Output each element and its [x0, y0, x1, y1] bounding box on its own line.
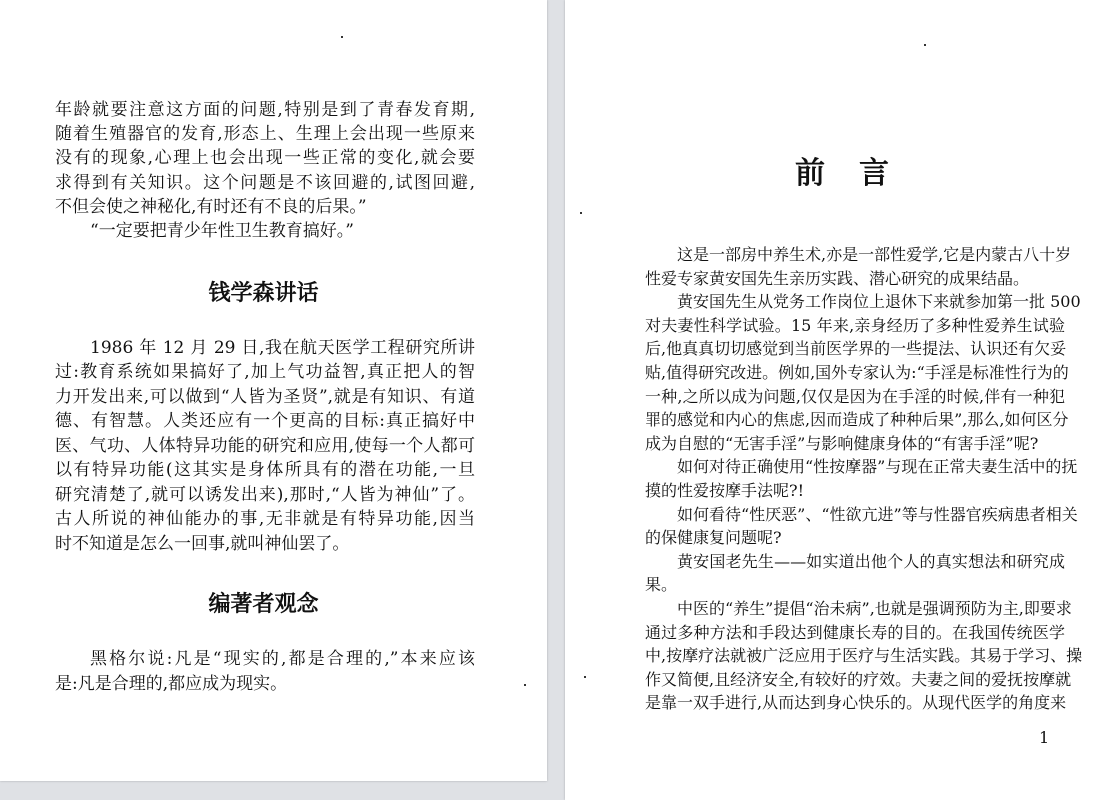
quote-line: “一定要把青少年性卫生教育搞好。” — [90, 221, 354, 241]
text-line: 中医的“养生”提倡“治未病”,也就是强调预防为主,即要求 — [677, 599, 1072, 618]
text-line: 对夫妻性科学试验。15 年来,亲身经历了多种性爱养生试验 — [645, 315, 1065, 335]
text-line: 通过多种方法和手段达到健康长寿的目的。在我国传统医学 — [645, 622, 1065, 642]
text-line: 是:凡是合理的,都应成为现实。 — [55, 674, 288, 694]
text-line: 果。 — [645, 575, 678, 595]
text-line: 一种,之所以成为问题,仅仅是因为在手淫的时候,伴有一种犯 — [645, 386, 1065, 406]
left-page — [0, 0, 547, 781]
text-line: 随着生殖器官的发育,形态上、生理上会出现一些原来 — [55, 124, 475, 144]
text-line: 摸的性爱按摩手法呢?! — [645, 481, 805, 500]
text-line: 过:教育系统如果搞好了,加上气功益智,真正把人的智 — [55, 362, 475, 382]
text-line: 这是一部房中养生术,亦是一部性爱学,它是内蒙古八十岁 — [677, 245, 1072, 264]
scan-speck — [924, 44, 926, 46]
text-line: 时不知道是怎么一回事,就叫神仙罢了。 — [55, 534, 350, 554]
scan-speck — [584, 676, 586, 678]
text-line: 是靠一双手进行,从而达到身心快乐的。从现代医学的角度来 — [645, 693, 1067, 713]
text-line: 贴,值得研究改进。例如,国外专家认为:“手淫是标准性行为的 — [645, 363, 1069, 382]
text-line: 1986 年 12 月 29 日,我在航天医学工程研究所讲 — [90, 338, 475, 358]
section-heading: 编著者观念 — [208, 592, 319, 617]
right-page — [565, 0, 1106, 800]
text-line: 黄安国先生从党务工作岗位上退休下来就参加第一批 500 — [677, 292, 1081, 312]
text-line: 的保健康复问题呢? — [645, 528, 782, 548]
text-line: 性爱专家黄安国先生亲历实践、潜心研究的成果结晶。 — [645, 268, 1030, 288]
scan-speck — [580, 212, 582, 214]
text-line: 不但会使之神秘化,有时还有不良的后果。” — [55, 197, 367, 217]
scan-speck — [524, 684, 526, 686]
scan-speck — [341, 36, 343, 38]
page-title: 前 言 — [795, 156, 891, 191]
text-line: 如何看待“性厌恶”、“性欲亢进”等与性器官疾病患者相关 — [677, 504, 1078, 524]
text-line: 中,按摩疗法就被广泛应用于医疗与生活实践。其易于学习、操 — [645, 646, 1083, 666]
text-line: 黑格尔说:凡是“现实的,都是合理的,”本来应该 — [90, 649, 475, 669]
text-line: 医、气功、人体特异功能的研究和应用,使每一个人都可 — [55, 436, 475, 456]
text-line: 以有特异功能(这其实是身体所具有的潜在功能,一旦 — [55, 460, 475, 480]
text-line: 如何对待正确使用“性按摩器”与现在正常夫妻生活中的抚 — [677, 457, 1078, 477]
text-line: 罪的感觉和内心的焦虑,因而造成了种种后果”,那么,如何区分 — [645, 410, 1069, 430]
text-line: 研究清楚了,就可以诱发出来),那时,“人皆为神仙”了。 — [55, 485, 475, 505]
text-line: 黄安国老先生——如实道出他个人的真实想法和研究成 — [677, 551, 1065, 571]
section-heading: 钱学森讲话 — [208, 281, 319, 306]
text-line: 成为自慰的“无害手淫”与影响健康身体的“有害手淫”呢? — [645, 433, 1039, 453]
text-line: 作又简便,且经济安全,有较好的疗效。夫妻之间的爱抚按摩就 — [645, 669, 1072, 689]
text-line: 没有的现象,心理上也会出现一些正常的变化,就会要 — [55, 148, 475, 168]
text-line: 后,他真真切切感觉到当前医学界的一些提法、认识还有欠妥 — [645, 339, 1067, 359]
text-line: 古人所说的神仙能办的事,无非就是有特异功能,因当 — [55, 509, 475, 529]
text-line: 力开发出来,可以做到“人皆为圣贤”,就是有知识、有道 — [55, 387, 475, 407]
page-number: 1 — [1039, 728, 1050, 747]
text-line: 求得到有关知识。这个问题是不该回避的,试图回避, — [55, 173, 475, 193]
text-line: 年龄就要注意这方面的问题,特别是到了青春发育期, — [55, 100, 475, 120]
text-line: 德、有智慧。人类还应有一个更高的目标:真正搞好中 — [55, 411, 475, 431]
